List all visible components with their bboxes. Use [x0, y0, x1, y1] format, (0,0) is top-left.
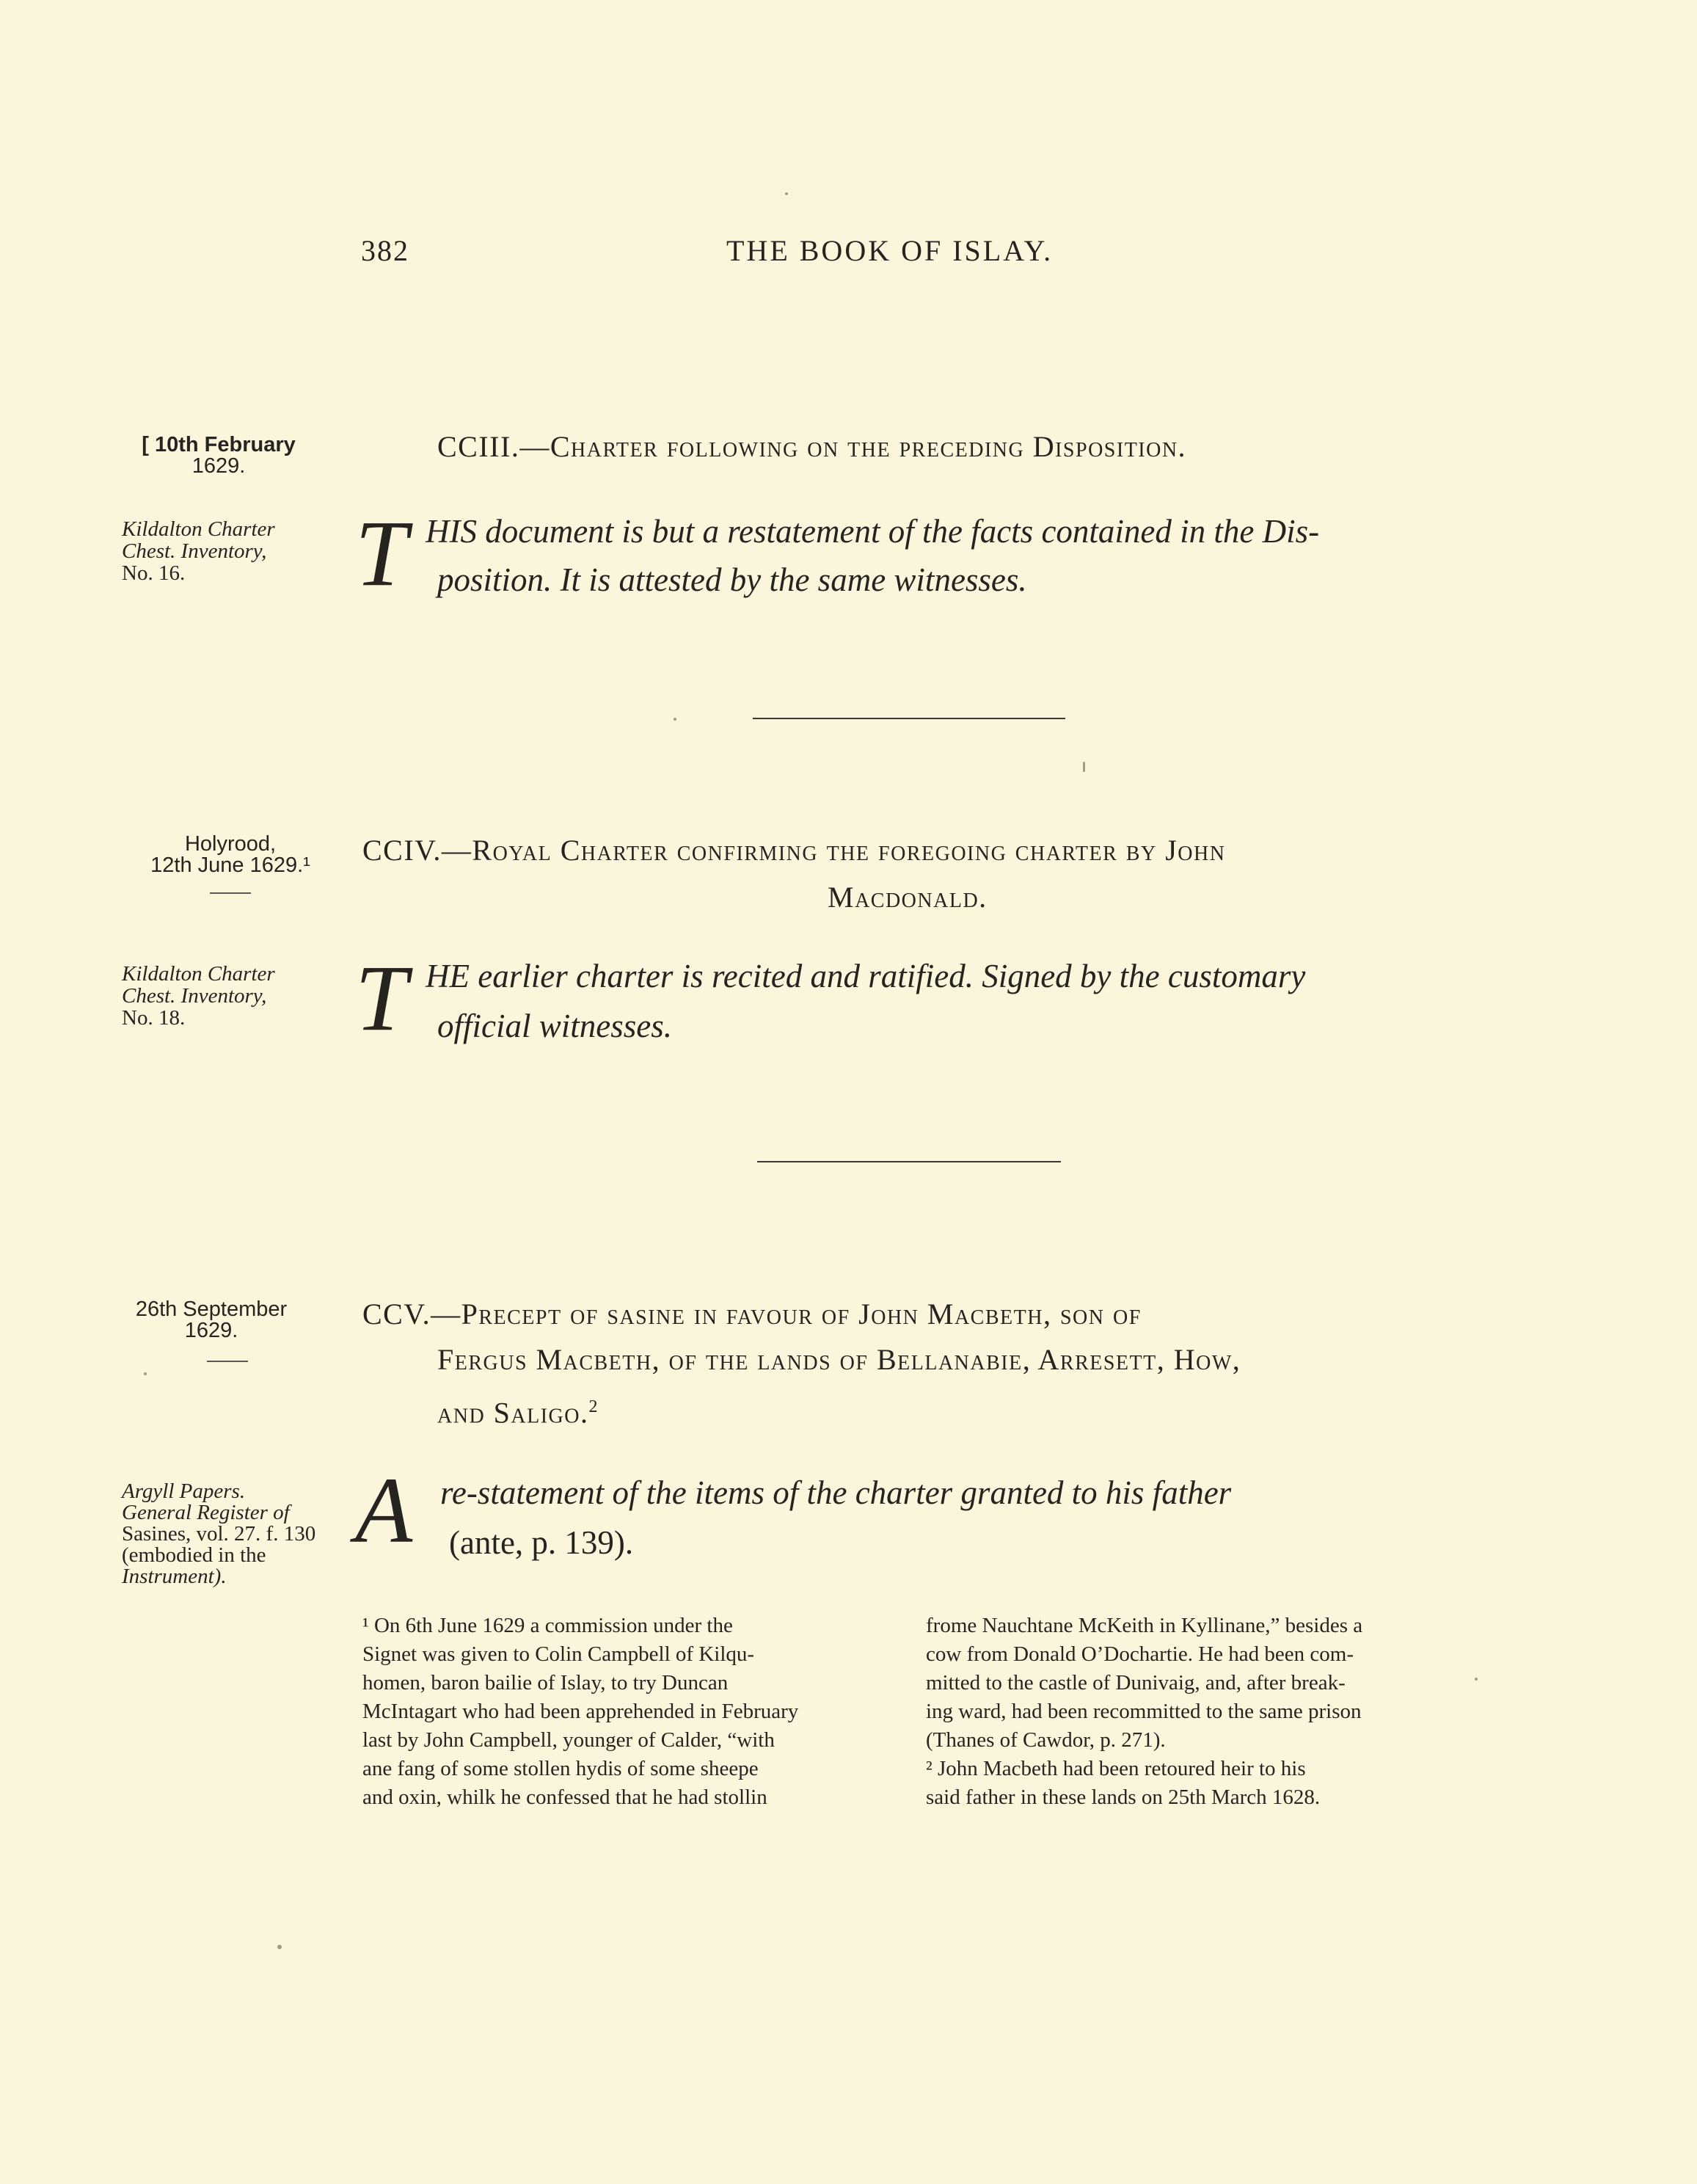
side-dash [207, 1361, 248, 1362]
section-divider [757, 1161, 1061, 1162]
heading-ccv-line1: CCV.—Precept of sasine in favour of John Macbeth, son of [362, 1297, 1142, 1331]
body-line: position. It is attested by the same witnesses. [437, 561, 1027, 598]
body-line: re-statement of the items of the charter granted to his father [440, 1474, 1232, 1511]
footnotes-right-column [926, 1612, 1469, 1812]
side-date-ccv [101, 1299, 321, 1342]
heading-text: and Saligo. [437, 1396, 589, 1430]
footnote-line: homen, baron bailie of Islay, to try Duncan [362, 1671, 729, 1695]
footnote-ref: 2 [588, 1397, 599, 1416]
source-line: No. 18. [122, 1006, 186, 1030]
footnote-line: McIntagart who had been apprehended in February [362, 1700, 799, 1723]
running-title: THE BOOK OF ISLAY. [726, 234, 1054, 267]
footnote-line: last by John Campbell, younger of Calder, “with [362, 1728, 775, 1752]
section-divider [753, 718, 1065, 719]
heading-cciii: CCIII.—Charter following on the preceding Disposition. [437, 430, 1187, 463]
dropcap-ccv: A [355, 1458, 413, 1562]
page-number: 382 [361, 234, 409, 267]
footnote-line: (Thanes of Cawdor, p. 271). [926, 1728, 1166, 1752]
dropcap-cciv: T [355, 946, 408, 1050]
paper-speck [1475, 1678, 1478, 1681]
source-line: Chest. Inventory, [122, 984, 267, 1008]
source-line: Kildalton Charter [122, 962, 275, 986]
dropcap-cciii: T [355, 501, 408, 605]
side-date-cciii [109, 434, 329, 477]
body-line: (ante, p. 139). [449, 1524, 634, 1561]
side-source-cciv [122, 963, 275, 1029]
footnote-line: Signet was given to Colin Campbell of Kilqu- [362, 1642, 755, 1666]
footnote-line: mitted to the castle of Dunivaig, and, after break- [926, 1671, 1346, 1695]
paper-speck [144, 1372, 147, 1375]
side-date-year: 12th June 1629.¹ [150, 853, 310, 877]
side-date-line: [ 10th February [142, 433, 296, 456]
body-line: HE earlier charter is recited and ratified. Signed by the customary [426, 958, 1306, 994]
side-date-line: 26th September [135, 1297, 288, 1321]
footnote-line: ² John Macbeth had been retoured heir to his [926, 1757, 1306, 1780]
footnote-line: ¹ On 6th June 1629 a commission under the [362, 1614, 733, 1637]
side-date-year: 1629. [184, 1319, 238, 1342]
source-line: Kildalton Charter [122, 517, 275, 541]
heading-cciv-line1: CCIV.—Royal Charter confirming the foregoing charter by John [362, 834, 1226, 867]
body-line: official witnesses. [437, 1008, 672, 1044]
source-line: Argyll Papers. [122, 1479, 246, 1503]
footnote-line: said father in these lands on 25th March 1628. [926, 1786, 1321, 1809]
source-line: Chest. Inventory, [122, 539, 267, 563]
paper-speck [785, 192, 788, 195]
side-source-cciii [122, 518, 275, 584]
heading-cciv-line2: Macdonald. [828, 881, 988, 914]
heading-ccv-line3 [437, 1384, 599, 1435]
source-line: Instrument). [122, 1565, 227, 1588]
heading-ccv-line2: Fergus Macbeth, of the lands of Bellanabie, Arresett, How, [437, 1343, 1241, 1376]
side-date-cciv [120, 834, 340, 876]
side-date-line: Holyrood, [184, 832, 277, 856]
source-line: General Register of [122, 1501, 290, 1524]
source-line: (embodied in the [122, 1543, 266, 1567]
side-dash [210, 892, 251, 894]
footnote-line: cow from Donald O’Dochartie. He had been com- [926, 1642, 1354, 1666]
side-source-ccv [122, 1481, 315, 1587]
body-line: HIS document is but a restatement of the facts contained in the Dis- [426, 513, 1320, 550]
footnote-line: ing ward, had been recommitted to the same prison [926, 1700, 1362, 1723]
footnote-line: frome Nauchtane McKeith in Kyllinane,” besides a [926, 1614, 1363, 1637]
footnote-line: ane fang of some stollen hydis of some sheepe [362, 1757, 759, 1780]
paper-speck [1083, 762, 1085, 772]
source-line: No. 16. [122, 561, 186, 585]
footnote-line: and oxin, whilk he confessed that he had stollin [362, 1786, 767, 1809]
source-line: Sasines, vol. 27. f. 130 [122, 1522, 316, 1546]
paper-speck [674, 718, 676, 721]
paper-speck [277, 1945, 282, 1949]
side-date-year: 1629. [191, 454, 246, 478]
footnotes-left-column [362, 1612, 898, 1812]
